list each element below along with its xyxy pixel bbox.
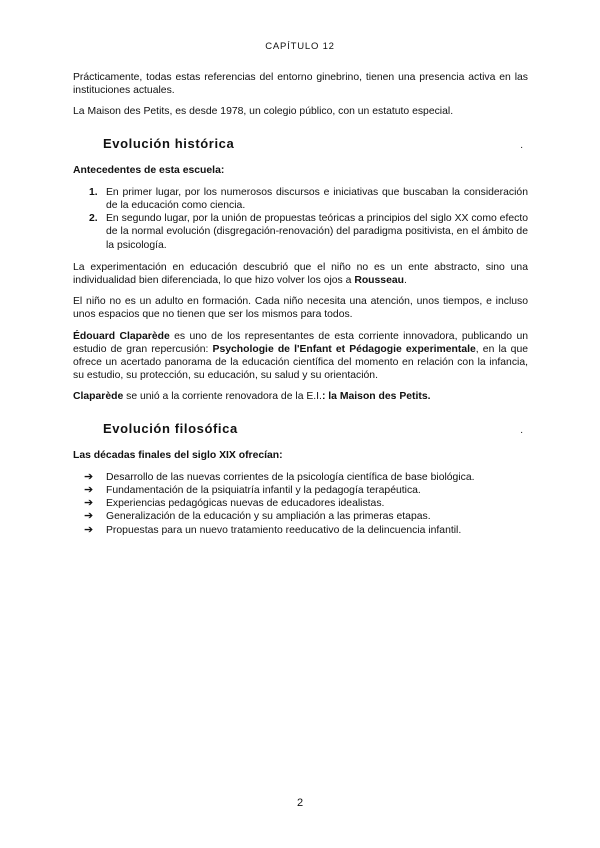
list-item (73, 510, 528, 523)
list-item (73, 484, 528, 497)
subheading-antecedentes: Antecedentes de esta escuela: (73, 164, 225, 176)
list-text: Desarrollo de las nuevas corrientes de la psicología científica de base biológica. (106, 471, 475, 483)
list-item (73, 212, 528, 252)
arrow-icon: ➔ (84, 470, 94, 483)
chapter-header: CAPÍTULO 12 (265, 41, 335, 52)
subheading-decadas: Las décadas finales del siglo XIX ofrecían: (73, 449, 283, 461)
list-item (73, 524, 528, 537)
section-heading-filosofica (73, 422, 528, 440)
list-text: En primer lugar, por los numerosos discursos e iniciativas que buscaban la consideración de la educación como ciencia. (106, 186, 528, 212)
claparede-text-b: , en la que ofrece un acertado panorama de la educación científica del momento en relación con la infancia, su estudio, su protección, su educación, su salud y su orientación. (73, 343, 528, 382)
paragraph-union (73, 390, 528, 403)
arrow-icon: ➔ (84, 523, 94, 536)
heading-historica-title: Evolución histórica (103, 135, 235, 151)
intro-paragraph-2: La Maison des Petits, es desde 1978, un colegio público, con un estatuto especial. (73, 106, 454, 118)
rousseau-text: La experimentación en educación descubrió que el niño no es un ente abstracto, sino una individualidad bien diferenciada, lo que hizo volver los ojos a (73, 261, 528, 287)
heading-historica-dot: . (520, 139, 523, 151)
claparede-book-title: Psychologie de l'Enfant et Pédagogie experimentale (212, 343, 476, 355)
page-content (73, 71, 528, 537)
section-heading-historica (73, 137, 528, 155)
union-name: Claparède (73, 391, 124, 403)
list-item (73, 471, 528, 484)
list-number: 2. (89, 213, 98, 225)
heading-filosofica-title: Evolución filosófica (103, 420, 238, 436)
list-text: Fundamentación de la psiquiatría infantil y la pedagogía terapéutica. (106, 485, 421, 497)
union-maison: : la Maison des Petits. (321, 391, 431, 403)
list-item (73, 497, 528, 510)
claparede-text-a: es uno de los representantes de esta corriente innovadora, publicando un estudio de gran repercusión: (73, 330, 529, 355)
arrow-icon: ➔ (84, 510, 94, 523)
list-number: 1. (89, 186, 98, 198)
arrow-list (73, 471, 528, 537)
page-number: 2 (296, 797, 304, 809)
claparede-name: Édouard Claparède (73, 330, 170, 342)
paragraph-claparede (73, 330, 528, 383)
list-item (73, 186, 528, 212)
heading-filosofica-dot: . (520, 424, 523, 436)
list-text: En segundo lugar, por la unión de propuestas teóricas a principios del siglo XX como efecto de la normal evolución (disgregación-renovación) del paradigma positivista, en el ámbito de la psicología. (106, 213, 528, 251)
intro-paragraph-1: Prácticamente, todas estas referencias del entorno ginebrino, tienen una presencia activa en las instituciones actuales. (73, 72, 528, 97)
paragraph-rousseau (73, 261, 528, 287)
paragraph-adulto: El niño no es un adulto en formación. Cada niño necesita una atención, unos tiempos, e incluso unos espacios que no tienen que ser los mismos para todos. (73, 296, 528, 321)
union-text: se unió a la corriente renovadora de la E.I. (123, 391, 322, 403)
arrow-icon: ➔ (84, 484, 94, 497)
numbered-list (73, 186, 528, 252)
rousseau-period: . (403, 275, 407, 287)
rousseau-name: Rousseau (354, 275, 404, 287)
list-text: Propuestas para un nuevo tratamiento reeducativo de la delincuencia infantil. (106, 524, 462, 536)
list-text: Experiencias pedagógicas nuevas de educadores idealistas. (106, 498, 385, 510)
arrow-icon: ➔ (84, 497, 94, 510)
list-text: Generalización de la educación y su ampliación a las primeras etapas. (106, 511, 431, 523)
